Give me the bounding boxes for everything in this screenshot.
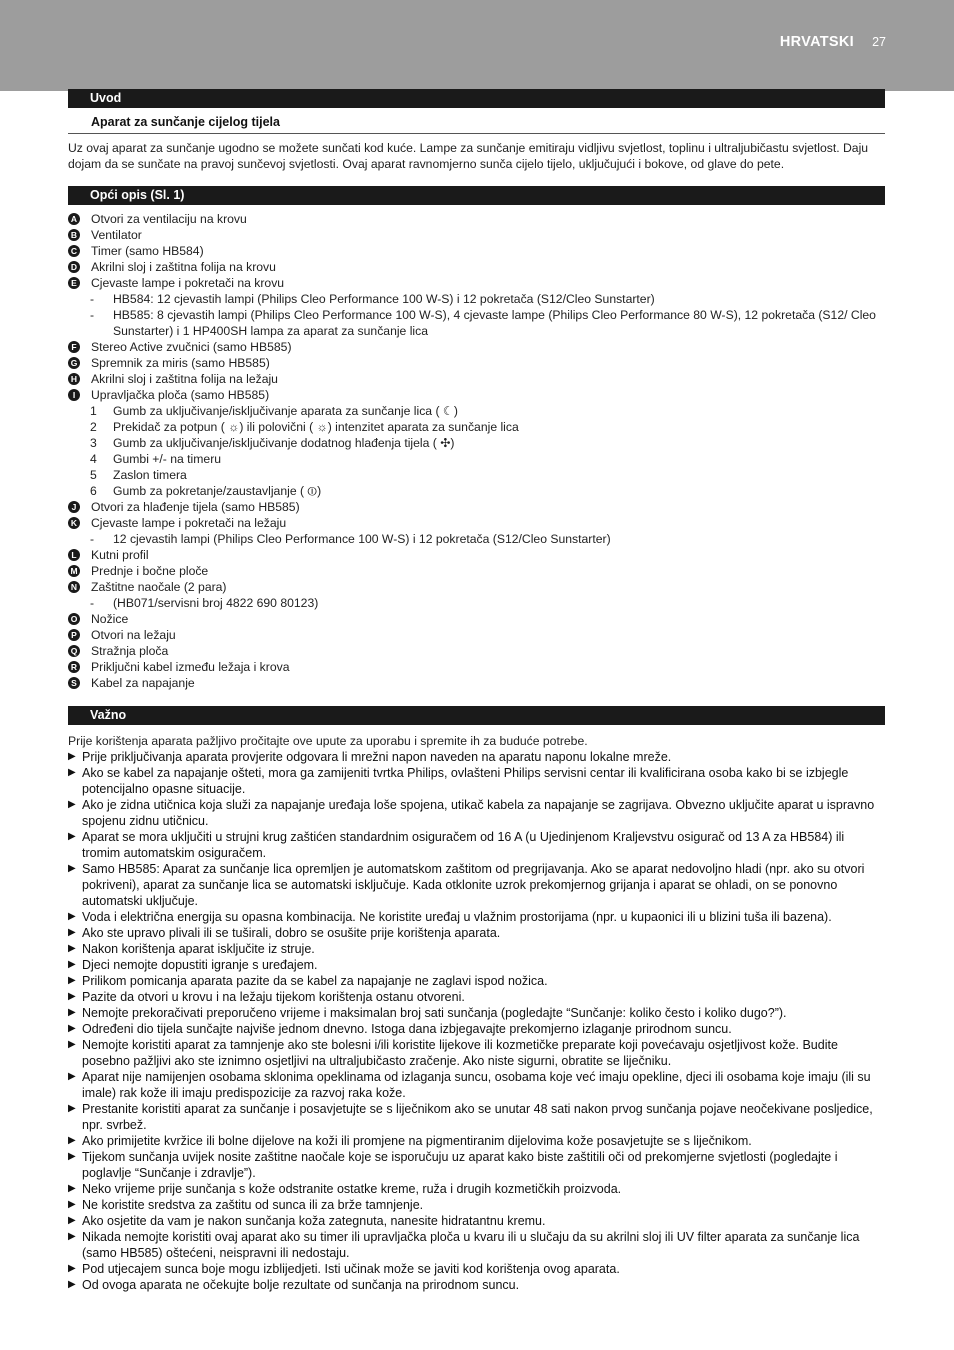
- warning-text: Neko vrijeme prije sunčanja s kože odstranite ostatke kreme, ruža i drugih kozmetičkih proizvoda.: [82, 1182, 622, 1196]
- warning-item: [68, 957, 885, 973]
- item-number: 4: [90, 452, 97, 466]
- bullet-marker-icon: ▶: [68, 799, 76, 810]
- part-letter-badge: I: [68, 389, 80, 401]
- warning-item: [68, 1261, 885, 1277]
- item-text: Zaslon timera: [113, 468, 187, 482]
- item-text: Kabel za napajanje: [91, 676, 195, 690]
- important-intro: Prije korištenja aparata pažljivo pročitajte ove upute za uporabu i spremite ih za buduće potrebe.: [68, 734, 588, 748]
- item-number: 3: [90, 436, 97, 450]
- warning-text: Prije priključivanja aparata provjerite odgovara li mrežni napon naveden na aparatu naponu lokalne mreže.: [82, 750, 672, 764]
- divider: [68, 133, 885, 134]
- part-item: [68, 563, 885, 579]
- part-item: [68, 259, 885, 275]
- item-number: 2: [90, 420, 97, 434]
- item-text: Priključni kabel između ležaja i krova: [91, 660, 290, 674]
- warning-item: [68, 909, 885, 925]
- item-number: 5: [90, 468, 97, 482]
- bullet-marker-icon: ▶: [68, 1023, 76, 1034]
- warning-item: [68, 1021, 885, 1037]
- part-letter-badge: R: [68, 661, 80, 673]
- bullet-marker-icon: ▶: [68, 975, 76, 986]
- warning-item: [68, 941, 885, 957]
- warning-item: [68, 925, 885, 941]
- bullet-marker-icon: ▶: [68, 959, 76, 970]
- dash-marker: -: [90, 532, 95, 546]
- bullet-marker-icon: ▶: [68, 831, 76, 842]
- part-letter-badge: K: [68, 517, 80, 529]
- warning-text: Ako osjetite da vam je nakon sunčanja koža zategnuta, nanesite hidratantnu kremu.: [82, 1214, 546, 1228]
- warning-text: Prestanite koristiti aparat za sunčanje i posavjetujte se s liječnikom ako se unutar 48 sati nakon prvog sunčanja pojave neočekivane posljedice, npr. svrbež.: [82, 1102, 873, 1132]
- bullet-marker-icon: ▶: [68, 863, 76, 874]
- item-text: HB584: 12 cjevastih lampi (Philips Cleo Performance 100 W-S) i 12 pokretača (S12/Cleo Sunstarter): [113, 292, 655, 306]
- warning-item: [68, 749, 885, 765]
- warning-text: Samo HB585: Aparat za sunčanje lica opremljen je automatskom zaštitom od pregrijavanja. Ako se aparat nedovoljno hladi (npr. ako su otvori pokriveni), aparat za sunčanje lica se automatski isključuje. Kada otklonite uzrok prekomjernog grijanja i aparat se ohladi, on se ponovno automatski uključuje.: [82, 862, 865, 908]
- dash-marker: -: [90, 596, 95, 610]
- part-item: [68, 611, 885, 627]
- part-item: [68, 579, 885, 595]
- warning-item: [68, 1229, 885, 1261]
- bullet-marker-icon: ▶: [68, 911, 76, 922]
- bullet-marker-icon: ▶: [68, 943, 76, 954]
- part-item: [68, 675, 885, 691]
- part-item: [68, 211, 885, 227]
- warning-text: Pazite da otvori u krovu i na ležaju tijekom korištenja ostanu otvoreni.: [82, 990, 465, 1004]
- warning-item: [68, 1133, 885, 1149]
- bullet-marker-icon: ▶: [68, 1071, 76, 1082]
- part-item: [68, 339, 885, 355]
- control-subitem: [68, 435, 885, 451]
- item-text: Gumb za pokretanje/zaustavljanje ( ⏼): [113, 484, 322, 498]
- part-letter-badge: L: [68, 549, 80, 561]
- item-text: Gumb za uključivanje/isključivanje aparata za sunčanje lica ( ☾): [113, 404, 458, 418]
- item-text: Stereo Active zvučnici (samo HB585): [91, 340, 292, 354]
- warning-item: [68, 765, 885, 797]
- bullet-marker-icon: ▶: [68, 1279, 76, 1290]
- warning-item: [68, 1101, 885, 1133]
- warning-text: Nemojte prekoračivati preporučeno vrijeme i maksimalan broj sati sunčanja (pogledajte “Sunčanje: koliko često i koliko dugo?”).: [82, 1006, 787, 1020]
- control-subitem: [68, 451, 885, 467]
- general-description-list: [68, 211, 885, 691]
- subheading: Aparat za sunčanje cijelog tijela: [91, 115, 280, 129]
- warning-item: [68, 1213, 885, 1229]
- control-subitem: [68, 467, 885, 483]
- bullet-marker-icon: ▶: [68, 1263, 76, 1274]
- part-subitem: [68, 291, 885, 307]
- warning-text: Aparat se mora uključiti u strujni krug zaštićen standardnim osiguračem od 16 A (u Ujedinjenom Kraljevstvu osigurač od 13 A za HB584) ili tromim automatskim osiguračem.: [82, 830, 845, 860]
- item-text: Akrilni sloj i zaštitna folija na krovu: [91, 260, 276, 274]
- bullet-marker-icon: ▶: [68, 1231, 76, 1242]
- control-subitem: [68, 419, 885, 435]
- part-item: [68, 227, 885, 243]
- part-item: [68, 355, 885, 371]
- bullet-marker-icon: ▶: [68, 927, 76, 938]
- bullet-marker-icon: ▶: [68, 1183, 76, 1194]
- dash-marker: -: [90, 292, 95, 306]
- warning-item: [68, 973, 885, 989]
- warning-text: Od ovoga aparata ne očekujte bolje rezultate od sunčanja na prirodnom suncu.: [82, 1278, 520, 1292]
- warning-item: [68, 1277, 885, 1293]
- part-item: [68, 659, 885, 675]
- part-item: [68, 643, 885, 659]
- item-text: Otvori na ležaju: [91, 628, 176, 642]
- language-label: HRVATSKI: [779, 34, 854, 50]
- warning-text: Nakon korištenja aparat isključite iz struje.: [82, 942, 315, 956]
- item-text: (HB071/servisni broj 4822 690 80123): [113, 596, 319, 610]
- warning-item: [68, 1149, 885, 1181]
- item-number: 1: [90, 404, 97, 418]
- control-subitem: [68, 483, 885, 499]
- part-item: [68, 243, 885, 259]
- bullet-marker-icon: ▶: [68, 751, 76, 762]
- item-text: Otvori za ventilaciju na krovu: [91, 212, 247, 226]
- item-text: Ventilator: [91, 228, 142, 242]
- item-text: Akrilni sloj i zaštitna folija na ležaju: [91, 372, 278, 386]
- part-letter-badge: O: [68, 613, 80, 625]
- warning-item: [68, 1037, 885, 1069]
- dash-marker: -: [90, 308, 95, 322]
- bullet-marker-icon: ▶: [68, 1007, 76, 1018]
- warning-text: Aparat nije namijenjen osobama sklonima opeklinama od izlaganja suncu, osobama koje već imaju opekline, djeci ili osobama koje imaju (ili su imale) rak kože ili imaju predispozicije za razvoj raka kože.: [82, 1070, 871, 1100]
- warning-text: Ako je zidna utičnica koja služi za napajanje uređaja loše spojena, utikač kabela za napajanje se zagrijava. Obvezno uključite aparat u ispravno spojenu zidnu utičnicu.: [82, 798, 875, 828]
- part-letter-badge: P: [68, 629, 80, 641]
- page-number: 27: [872, 35, 886, 49]
- part-letter-badge: H: [68, 373, 80, 385]
- part-item: [68, 515, 885, 531]
- warning-text: Ako ste upravo plivali ili se tuširali, dobro se osušite prije korištenja aparata.: [82, 926, 501, 940]
- part-item: [68, 499, 885, 515]
- part-letter-badge: M: [68, 565, 80, 577]
- item-text: Prednje i bočne ploče: [91, 564, 209, 578]
- part-letter-badge: S: [68, 677, 80, 689]
- bullet-marker-icon: ▶: [68, 991, 76, 1002]
- item-text: Prekidač za potpun ( ☼) ili polovični ( ☼) intenzitet aparata za sunčanje lica: [113, 420, 519, 434]
- part-letter-badge: Q: [68, 645, 80, 657]
- section-title: Uvod: [90, 91, 122, 105]
- warning-item: [68, 1181, 885, 1197]
- part-subitem: [68, 595, 885, 611]
- part-letter-badge: C: [68, 245, 80, 257]
- part-subitem: [68, 307, 885, 339]
- bullet-marker-icon: ▶: [68, 1103, 76, 1114]
- header-bar: [0, 0, 954, 91]
- section-title: Opći opis (Sl. 1): [90, 188, 185, 202]
- warning-text: Određeni dio tijela sunčajte najviše jednom dnevno. Istoga dana izbjegavajte prekomjerno izlaganje prirodnom suncu.: [82, 1022, 732, 1036]
- item-text: Nožice: [91, 612, 129, 626]
- bullet-marker-icon: ▶: [68, 1135, 76, 1146]
- warning-text: Nikada nemojte koristiti ovaj aparat ako su timer ili upravljačka ploča u kvaru ili u slučaju da su akrilni sloj ili UV filter aparata za sunčanje lica (samo HB585) oštećeni, neispravni ili nedostaju.: [82, 1230, 860, 1260]
- warning-item: [68, 1005, 885, 1021]
- part-subitem: [68, 531, 885, 547]
- item-number: 6: [90, 484, 97, 498]
- item-text: Kutni profil: [91, 548, 149, 562]
- part-item: [68, 547, 885, 563]
- item-text: HB585: 8 cjevastih lampi (Philips Cleo Performance 100 W-S), 4 cjevaste lampe (Philips Cleo Performance 80 W-S), 12 pokretača (S12/ Cleo Sunstarter) i 1 HP400SH lampa za aparat za sunčanje lica: [113, 308, 876, 338]
- part-item: [68, 275, 885, 291]
- part-item: [68, 627, 885, 643]
- item-text: Otvori za hlađenje tijela (samo HB585): [91, 500, 300, 514]
- part-letter-badge: E: [68, 277, 80, 289]
- section-heading-intro: [68, 89, 885, 108]
- part-letter-badge: D: [68, 261, 80, 273]
- part-letter-badge: N: [68, 581, 80, 593]
- item-text: Gumbi +/- na timeru: [113, 452, 222, 466]
- warning-text: Ako primijetite kvržice ili bolne dijelove na koži ili promjene na pigmentiranim dijelovima kože posavjetujte se s liječnikom.: [82, 1134, 752, 1148]
- part-letter-badge: J: [68, 501, 80, 513]
- part-letter-badge: B: [68, 229, 80, 241]
- item-text: Spremnik za miris (samo HB585): [91, 356, 270, 370]
- warning-item: [68, 829, 885, 861]
- bullet-marker-icon: ▶: [68, 1151, 76, 1162]
- bullet-marker-icon: ▶: [68, 1215, 76, 1226]
- item-text: Gumb za uključivanje/isključivanje dodatnog hlađenja tijela ( ✣): [113, 436, 455, 450]
- warning-text: Ako se kabel za napajanje ošteti, mora ga zamijeniti tvrtka Philips, ovlašteni Philips servisni centar ili kvalificirana osoba kako bi se izbjegle potencijalno opasne situacije.: [82, 766, 849, 796]
- bullet-marker-icon: ▶: [68, 1199, 76, 1210]
- warning-text: Tijekom sunčanja uvijek nosite zaštitne naočale koje se isporučuju uz aparat kako biste zaštitili oči od prekomjerne svjetlosti (pogledajte i poglavlje “Sunčanje i zdravlje”).: [82, 1150, 838, 1180]
- bullet-marker-icon: ▶: [68, 767, 76, 778]
- intro-paragraph: Uz ovaj aparat za sunčanje ugodno se možete sunčati kod kuće. Lampe za sunčanje emitiraju vidljivu svjetlost, toplinu i ultraljubičastu svjetlost. Daju dojam da se sunčate na pravoj sunčevoj svjetlosti. Ovaj aparat ravnomjerno sunča cijelo tijelo, uključujući i bokove, od glave do pete.: [68, 141, 869, 171]
- part-item: [68, 371, 885, 387]
- item-text: Zaštitne naočale (2 para): [91, 580, 227, 594]
- warning-text: Pod utjecajem sunca boje mogu izblijedjeti. Isti učinak može se javiti kod korištenja ovog aparata.: [82, 1262, 620, 1276]
- warning-text: Ne koristite sredstva za zaštitu od sunca ili za brže tamnjenje.: [82, 1198, 424, 1212]
- warning-text: Nemojte koristiti aparat za tamnjenje ako ste bolesni i/ili koristite lijekove ili kozmetičke preparate koji povećavaju osjetljivost kože. Budite posebno pažljivi ako ste iznimno osjetljivi na ultraljubičasto zračenje. Ako niste sigurni, obratite se liječniku.: [82, 1038, 838, 1068]
- item-text: Stražnja ploča: [91, 644, 169, 658]
- warning-item: [68, 797, 885, 829]
- item-text: Timer (samo HB584): [91, 244, 204, 258]
- important-bullet-list: [68, 749, 885, 1293]
- section-heading-important: [68, 706, 885, 725]
- item-text: 12 cjevastih lampi (Philips Cleo Performance 100 W-S) i 12 pokretača (S12/Cleo Sunstarter): [113, 532, 611, 546]
- item-text: Cjevaste lampe i pokretači na ležaju: [91, 516, 287, 530]
- item-text: Upravljačka ploča (samo HB585): [91, 388, 270, 402]
- item-text: Cjevaste lampe i pokretači na krovu: [91, 276, 285, 290]
- section-title: Važno: [90, 708, 127, 722]
- warning-text: Prilikom pomicanja aparata pazite da se kabel za napajanje ne zaglavi ispod nožica.: [82, 974, 548, 988]
- section-heading-general: [68, 186, 885, 205]
- part-letter-badge: F: [68, 341, 80, 353]
- warning-item: [68, 989, 885, 1005]
- warning-text: Djeci nemojte dopustiti igranje s uređajem.: [82, 958, 318, 972]
- part-letter-badge: G: [68, 357, 80, 369]
- warning-item: [68, 1069, 885, 1101]
- bullet-marker-icon: ▶: [68, 1039, 76, 1050]
- warning-item: [68, 861, 885, 909]
- part-letter-badge: A: [68, 213, 80, 225]
- warning-text: Voda i električna energija su opasna kombinacija. Ne koristite uređaj u vlažnim prostorijama (npr. u kupaonici ili u blizini tuša ili bazena).: [82, 910, 832, 924]
- part-item: [68, 387, 885, 403]
- control-subitem: [68, 403, 885, 419]
- warning-item: [68, 1197, 885, 1213]
